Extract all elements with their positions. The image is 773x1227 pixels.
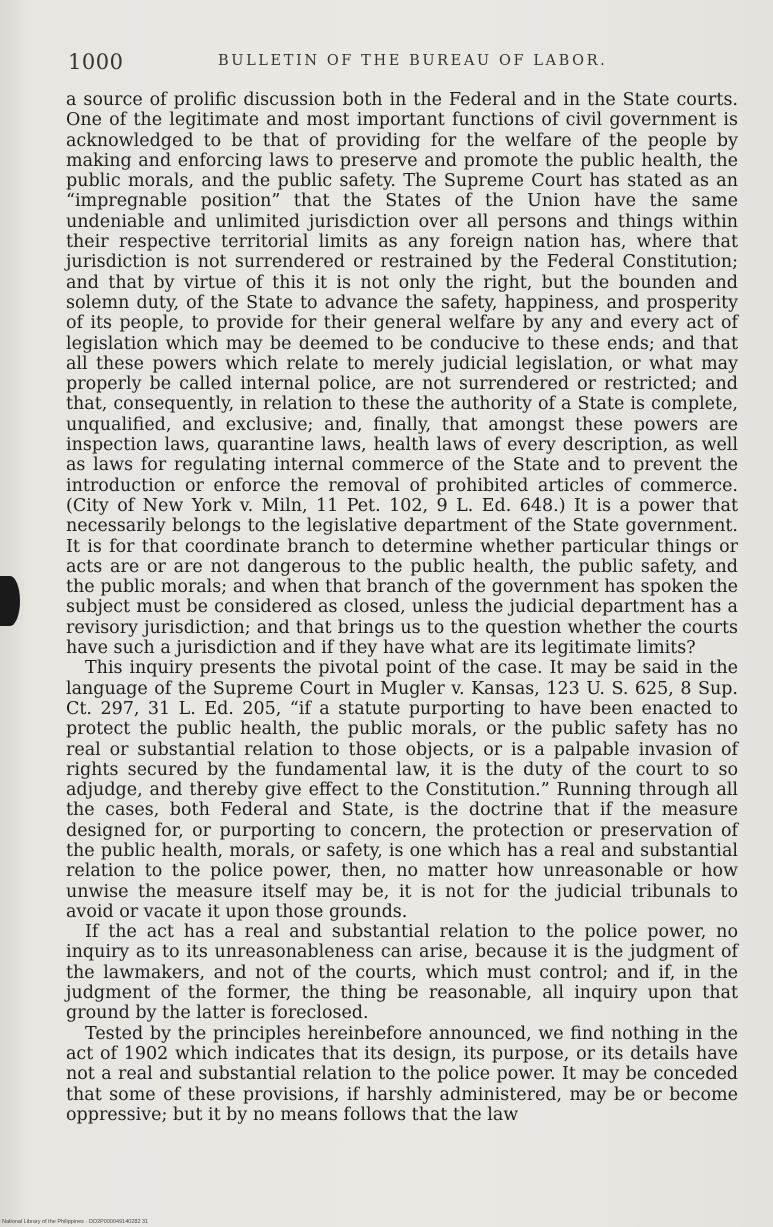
paragraph-4: Tested by the principles hereinbefore announced, we find nothing in the act of 1902 which indicates that its design, its purpose, or its details have not a real and substantial relation to the police power. It may be conceded that some of these provisions, if harshly administered, may be or become oppressive; but it by no means follows that the law <box>66 1023 738 1125</box>
paragraph-3: If the act has a real and substantial relation to the police power, no inquiry as to its unreasonableness can arise, because it is the judgment of the lawmakers, and not of the courts, which must control; and if, in the judgment of the former, the thing be reasonable, all inquiry upon that ground by the latter is foreclosed. <box>66 922 738 1024</box>
paragraph-1: a source of prolific discussion both in the Federal and in the State courts. One of the legitimate and most important functions of civil government is acknowledged to be that of providing for the welfare of the people by making and enforcing laws to preserve and promote the public health, the public morals, and the public safety. The Supreme Court has stated as an “impregnable position” that the States of the Union have the same undeniable and unlimited jurisdiction over all persons and things within their respective territorial limits as any foreign nation has, where that jurisdiction is not surrendered or restrained by the Federal Constitution; and that by virtue of this it is not only the right, but the bounden and solemn duty, of the State to advance the safety, happiness, and prosperity of its people, to provide for their general welfare by any and every act of legislation which may be deemed to be conducive to these ends; and that all these powers which relate to merely judicial legislation, or what may properly be called internal police, are not surrendered or restricted; and that, consequently, in relation to these the authority of a State is complete, unqualified, and exclusive; and, finally, that amongst these powers are inspection laws, quarantine laws, health laws of every description, as well as laws for regulating internal commerce of the State and to prevent the introduction or enforce the removal of prohibited articles of commerce. (City of New York v. Miln, 11 Pet. 102, 9 L. Ed. 648.) It is a power that necessarily belongs to the legislative department of the State government. It is for that coordinate branch to determine whether particular things or acts are or are not dangerous to the public health, the public safety, and the public morals; and when that branch of the government has spoken the subject must be considered as closed, unless the judicial department has a revisory jurisdiction; and that brings us to the question whether the courts have such a jurisdiction and if they have what are its legitimate limits? <box>66 90 738 659</box>
body-text <box>66 90 738 1125</box>
paragraph-2: This inquiry presents the pivotal point of the case. It may be said in the language of the Supreme Court in Mugler v. Kansas, 123 U. S. 625, 8 Sup. Ct. 297, 31 L. Ed. 205, “if a statute purporting to have been enacted to protect the public health, the public morals, or the public safety has no real or substantial relation to those objects, or is a palpable invasion of rights secured by the fundamental law, it is the duty of the court to so adjudge, and thereby give effect to the Constitution.” Running through all the cases, both Federal and State, is the doctrine that if the measure designed for, or purporting to concern, the protection or preservation of the public health, morals, or safety, is one which has a real and substantial relation to the police power, then, no matter how unreasonable or how unwise the measure itself may be, it is not for the judicial tribunals to avoid or vacate it upon those grounds. <box>66 658 738 922</box>
running-head: BULLETIN OF THE BUREAU OF LABOR. <box>218 53 608 69</box>
page-header <box>68 50 733 80</box>
scan-credit-footer: National Library of the Philippines · DO2P000049140282 31 <box>2 1219 149 1225</box>
page-number: 1000 <box>68 50 124 74</box>
binding-hole-mark <box>0 576 20 626</box>
